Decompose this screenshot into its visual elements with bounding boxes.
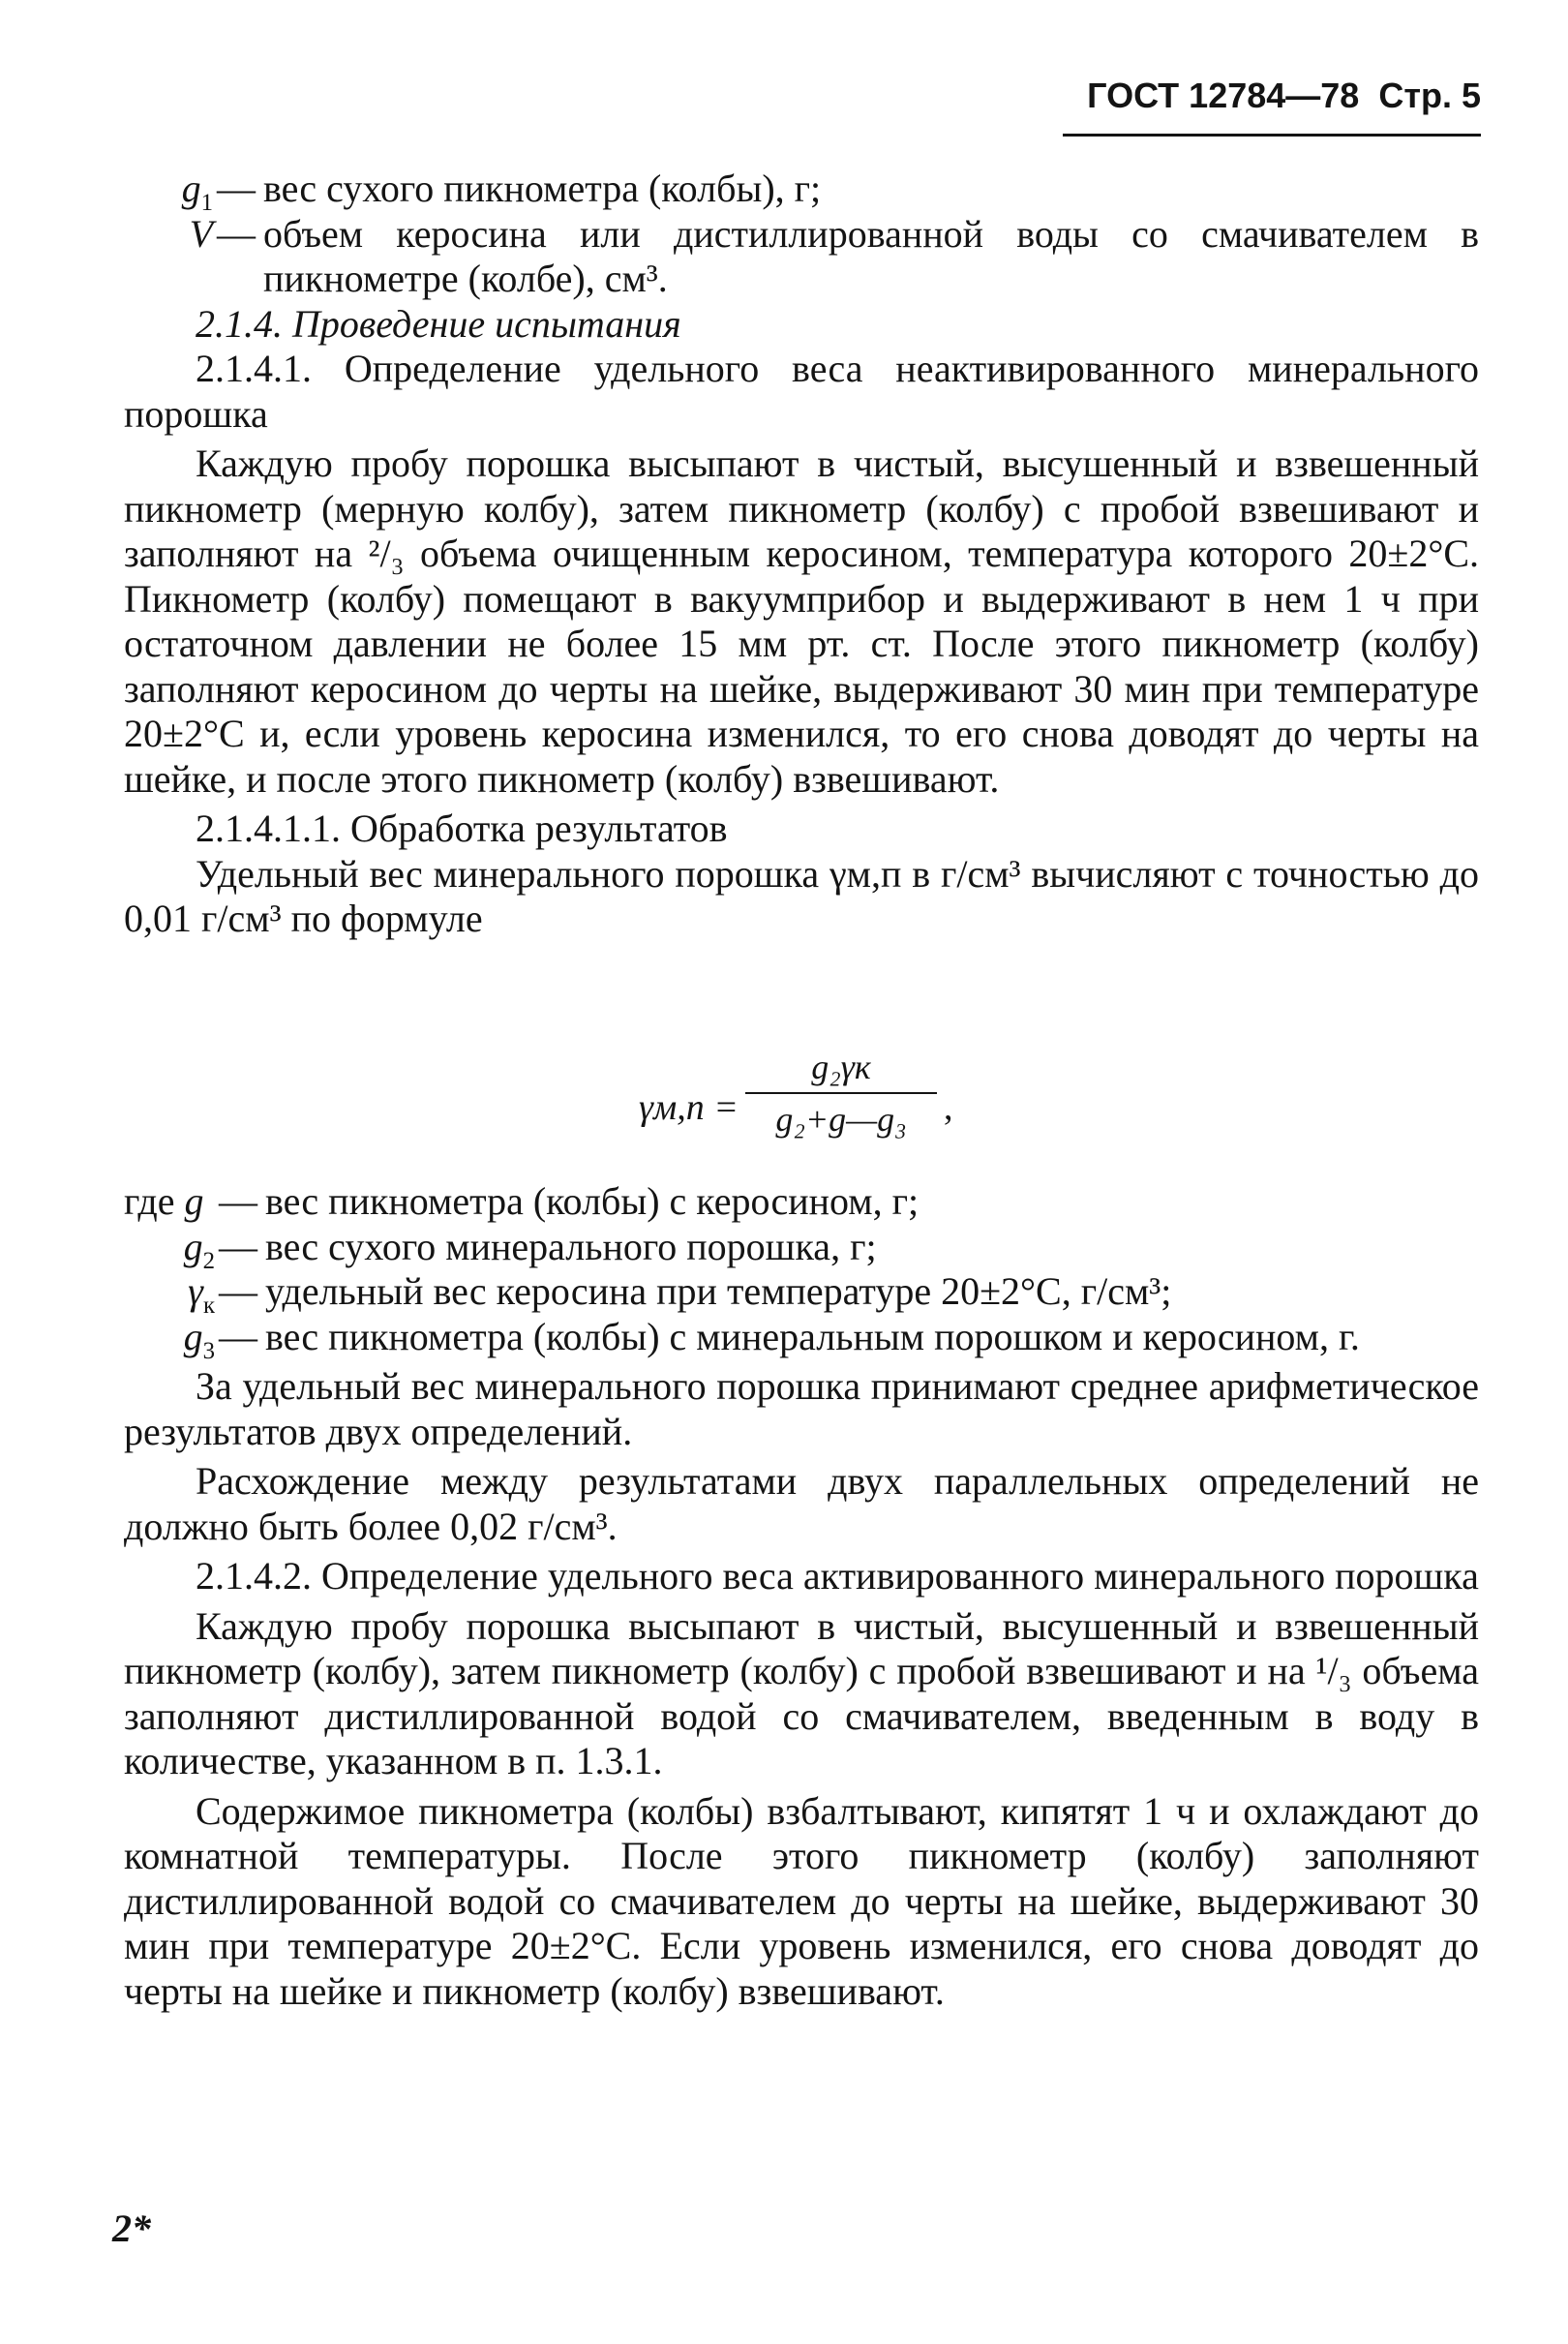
section-heading-2-1-4-1-1: 2.1.4.1.1. Обработка результатов [196, 807, 728, 850]
paragraph-calculation: Удельный вес минерального порошка γм,п в г/см³ вычисляют с точностью до 0,01 г/см³ по формуле [124, 851, 1479, 940]
definition-v: V — объем керосина или дистиллированной воды со смачивателем в пикнометре (колбе), см³. [189, 211, 1479, 300]
def-symbol: γ [188, 1269, 203, 1313]
definition-g3: $g_3$ — вес пикнометра (колбы) с минеральным порошком и керосином, г. [124, 1315, 1479, 1360]
upper-text-block [124, 167, 1479, 942]
standard-number: ГОСТ 12784—78 [1087, 76, 1360, 115]
def-symbol: g [184, 1179, 204, 1223]
page-number: Стр. 5 [1378, 76, 1481, 115]
def-symbol: g [183, 1224, 203, 1268]
paragraph-procedure-1: Каждую пробу порошка высыпают в чистый, высушенный и взвешенный пикнометр (мерную колбу), затем пикнометр (колбу) с пробой взвешивают и заполняют на ²/₃ объема очищенным керосином, температура которого 20±2°С. Пикнометр (колбу) помещают в вакуумприбор и выдерживают в нем 1 ч при остаточном давлении не более 15 мм рт. ст. После этого пикнометр (колбу) заполняют керосином до черты на шейке, выдерживают 30 мин при температуре 20±2°С и, если уровень керосина изменился, то его снова доводят до черты на шейке, и после этого пикнометр (колбу) взвешивают. [124, 441, 1479, 801]
def-subscript: 2 [202, 1247, 215, 1274]
section-heading-2-1-4-2: 2.1.4.2. Определение удельного веса активированного минерального порошка [196, 1554, 1479, 1598]
paragraph-procedure-3: Содержимое пикнометра (колбы) взбалтывают, кипятят 1 ч и охлаждают до комнатной температуры. После этого пикнометр (колбу) заполняют дистиллированной водой со смачивателем до черты на шейке, выдерживают 30 мин при температуре 20±2°С. Если уровень изменился, его снова доводят до черты на шейке и пикнометр (колбу) взвешивают. [124, 1788, 1479, 2013]
def-subscript: к [202, 1293, 215, 1319]
definition-g1: $g_1$ — вес сухого пикнометра (колбы), г; [124, 167, 1479, 212]
lower-text-block [124, 1179, 1479, 2014]
definition-gamma-k: $\gamma_к$ — удельный вес керосина при температуре 20±2°С, г/см³; [124, 1269, 1479, 1315]
def-symbol: g [181, 167, 201, 210]
definition-g: где g — вес пикнометра (колбы) с керосином, г; [124, 1179, 1479, 1225]
def-text: вес сухого пикнометра (колбы), г; [263, 167, 822, 210]
formula-comma: , [944, 1087, 953, 1128]
def-text: вес пикнометра (колбы) с керосином, г; [265, 1179, 920, 1223]
definition-g2: $g_2$ — вес сухого минерального порошка, г; [124, 1225, 1479, 1270]
def-symbol: g [183, 1314, 203, 1358]
formula-numerator: g₂γк [811, 1048, 871, 1086]
def-subscript: 3 [202, 1337, 215, 1364]
formula-lhs: γм,п = [639, 1087, 739, 1128]
specific-weight-formula [0, 1046, 1568, 1162]
def-symbol: V [189, 211, 213, 256]
fraction-bar [745, 1092, 937, 1094]
page-header [1063, 76, 1481, 130]
formula-denominator: g₂+g—g₃ [775, 1100, 907, 1139]
where-label: где [124, 1179, 175, 1223]
def-text: удельный вес керосина при температуре 20±2°С, г/см³; [265, 1269, 1172, 1313]
formula-fraction [745, 1046, 937, 1141]
signature-mark: 2* [112, 2207, 151, 2250]
section-heading-2-1-4-1: 2.1.4.1. Определение удельного веса неактивированного минерального порошка [124, 347, 1479, 436]
def-text: объем керосина или дистиллированной воды со смачивателем в пикнометре (колбе), см³. [263, 211, 1479, 300]
section-heading-2-1-4: 2.1.4. Проведение испытания [196, 301, 681, 346]
def-subscript: 1 [200, 190, 213, 216]
def-text: вес сухого минерального порошка, г; [265, 1224, 877, 1268]
paragraph-procedure-2: Каждую пробу порошка высыпают в чистый, высушенный и взвешенный пикнометр (колбу), затем пикнометр (колбу) с пробой взвешивают и на ¹/₃ объема заполняют дистиллированной водой со смачивателем, введенным в воду в количестве, указанном в п. 1.3.1. [124, 1603, 1479, 1782]
header-rule [1063, 134, 1481, 137]
def-text: вес пикнометра (колбы) с минеральным порошком и керосином, г. [265, 1314, 1360, 1358]
paragraph-tolerance: Расхождение между результатами двух параллельных определений не должно быть более 0,02 г/см³. [124, 1459, 1479, 1548]
paragraph-average: За удельный вес минерального порошка принимают среднее арифметическое результатов двух определений. [124, 1364, 1479, 1453]
